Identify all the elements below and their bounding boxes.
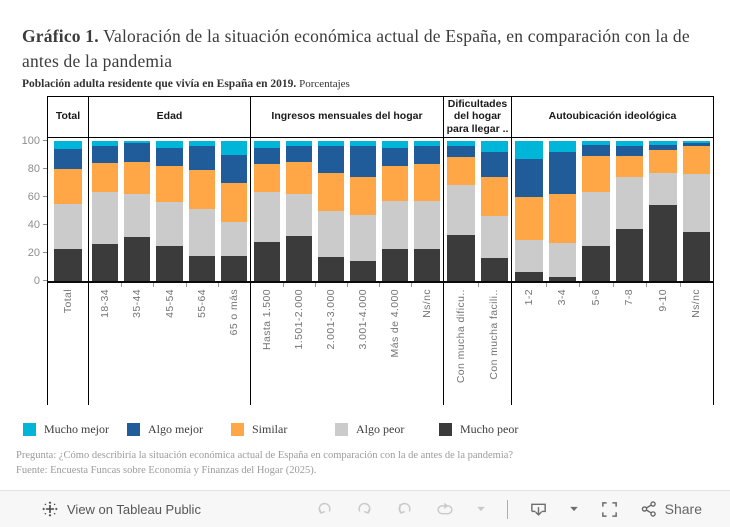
bar-segment[interactable] (683, 146, 711, 174)
stacked-bar[interactable] (582, 138, 610, 281)
x-label-cell (478, 283, 512, 405)
legend-label: Mucho peor (460, 421, 519, 436)
bar-segment[interactable] (92, 163, 118, 192)
x-axis-label: 9-10 (656, 288, 669, 312)
caption-pregunta: Pregunta: ¿Cómo describiría la situación económica actual de España en comparación con la de antes de la pandemia? (16, 449, 514, 461)
x-axis-label: Total (62, 288, 74, 313)
bar-group (443, 138, 511, 281)
x-label-cell (444, 283, 478, 405)
stacked-bar[interactable] (549, 138, 577, 281)
x-label-cell (579, 283, 613, 405)
x-label-cell (218, 283, 250, 405)
column-group-header: Autoubicación ideológica (511, 96, 714, 138)
bar-cell (347, 138, 379, 281)
stacked-bar[interactable] (92, 138, 118, 281)
bar-cell (512, 138, 546, 281)
x-label-cell (315, 283, 347, 405)
x-axis-label: 3.001-4.000 (357, 288, 369, 350)
bar-segment[interactable] (221, 222, 247, 256)
x-axis-label: 7-8 (623, 288, 636, 306)
bar-segment[interactable] (254, 164, 280, 192)
x-axis-label: 55-64 (195, 288, 208, 318)
share-icon (640, 500, 658, 518)
bar-cell (186, 138, 218, 281)
y-axis (0, 134, 47, 287)
chart-subtitle-normal: Porcentajes (299, 77, 350, 90)
bar-segment[interactable] (414, 164, 440, 200)
x-label-cell (379, 283, 411, 405)
bar-cell (153, 138, 185, 281)
bar-segment[interactable] (414, 146, 440, 164)
bar-segment[interactable] (582, 156, 610, 192)
x-label-cell (153, 283, 185, 405)
bar-segment[interactable] (254, 242, 280, 281)
column-group-header-row (47, 96, 730, 138)
bar-segment[interactable] (221, 256, 247, 281)
bar-segment[interactable] (447, 146, 475, 157)
x-label-cell (121, 283, 153, 405)
bar-segment[interactable] (254, 192, 280, 241)
bar-segment[interactable] (350, 177, 376, 215)
bar-cell (218, 138, 250, 281)
bar-cell (315, 138, 347, 281)
bar-segment[interactable] (683, 174, 711, 231)
bar-segment[interactable] (481, 152, 509, 177)
x-axis-label: Hasta 1.500 (261, 288, 273, 350)
view-on-tableau-public-label: View on Tableau Public (67, 501, 201, 517)
x-label-group (443, 283, 511, 405)
bar-segment[interactable] (124, 194, 150, 237)
undo-icon[interactable] (315, 500, 334, 519)
bar-segment[interactable] (156, 246, 182, 281)
bar-cell (379, 138, 411, 281)
bar-segment[interactable] (382, 201, 408, 249)
legend-swatch (23, 423, 36, 436)
legend-swatch (127, 423, 140, 436)
x-axis-label: Con mucha facili.. (488, 288, 501, 380)
x-label-cell (251, 283, 283, 405)
bar-cell (283, 138, 315, 281)
x-axis-label: 35-44 (131, 288, 144, 318)
plot-area (47, 138, 714, 283)
view-on-tableau-public-link[interactable] (42, 501, 201, 517)
bar-segment[interactable] (221, 141, 247, 155)
bar-segment[interactable] (549, 152, 577, 194)
x-label-cell (283, 283, 315, 405)
bar-segment[interactable] (549, 277, 577, 281)
download-caret-down-icon[interactable] (569, 504, 579, 514)
x-axis-label: Con mucha dificu.. (454, 288, 467, 383)
toolbar-actions (315, 500, 702, 519)
x-label-cell (89, 283, 121, 405)
x-axis-label: 45-54 (163, 288, 176, 318)
x-axis-label: 1.501-2.000 (293, 288, 305, 350)
bar-segment[interactable] (350, 146, 376, 177)
bar-segment[interactable] (156, 148, 182, 166)
tableau-toolbar (0, 490, 730, 527)
y-axis-tick: 20 (28, 246, 47, 260)
legend-swatch (439, 423, 452, 436)
bar-segment[interactable] (92, 146, 118, 163)
y-axis-tick: 100 (22, 134, 47, 148)
replay-caret-down-icon[interactable] (476, 504, 486, 514)
bar-segment[interactable] (221, 183, 247, 222)
bar-segment[interactable] (616, 229, 644, 281)
bar-cell (546, 138, 580, 281)
bar-segment[interactable] (515, 197, 543, 240)
bar-segment[interactable] (156, 166, 182, 202)
bar-segment[interactable] (447, 235, 475, 281)
x-label-cell (546, 283, 580, 405)
bar-segment[interactable] (382, 141, 408, 148)
y-axis-tick: 80 (28, 162, 47, 176)
bar-segment[interactable] (286, 146, 312, 161)
bar-segment[interactable] (189, 256, 215, 281)
stacked-bar[interactable] (350, 138, 376, 281)
bar-segment[interactable] (156, 202, 182, 245)
bar-cell (411, 138, 443, 281)
chart-title (22, 24, 694, 75)
bar-cell (48, 138, 88, 281)
bar-segment[interactable] (286, 194, 312, 236)
x-label-cell (48, 283, 88, 405)
stacked-bar[interactable] (649, 138, 677, 281)
x-axis-label: 1-2 (522, 288, 535, 306)
stacked-bar[interactable] (515, 138, 543, 281)
legend-label: Algo mejor (148, 421, 203, 436)
reset-icon[interactable] (395, 500, 414, 519)
legend-swatch (231, 423, 244, 436)
column-group-header: Ingresos mensuales del hogar (250, 96, 443, 138)
bar-segment[interactable] (318, 257, 344, 281)
stacked-bar[interactable] (221, 138, 247, 281)
stacked-bar[interactable] (156, 138, 182, 281)
legend (23, 422, 730, 437)
bar-cell (251, 138, 283, 281)
download-icon[interactable] (529, 500, 548, 519)
bar-segment[interactable] (582, 145, 610, 156)
column-group-header: Total (47, 96, 88, 138)
bar-segment[interactable] (616, 156, 644, 177)
stacked-bar[interactable] (286, 138, 312, 281)
legend-item[interactable] (127, 422, 231, 437)
bar-segment[interactable] (54, 249, 82, 281)
legend-item[interactable] (23, 422, 127, 437)
bar-segment[interactable] (318, 146, 344, 173)
x-label-group (511, 283, 714, 405)
bar-segment[interactable] (649, 205, 677, 281)
bar-segment[interactable] (382, 148, 408, 166)
bar-segment[interactable] (549, 194, 577, 243)
bar-segment[interactable] (318, 173, 344, 211)
x-axis-label: Ns/nc (421, 288, 433, 318)
legend-label: Algo peor (356, 421, 405, 436)
bar-segment[interactable] (582, 246, 610, 281)
bar-segment[interactable] (92, 244, 118, 280)
chart-subtitle-bold: Población adulta residente que vivía en España en 2019. (22, 77, 297, 90)
legend-swatch (335, 423, 348, 436)
tableau-logo-icon (42, 501, 58, 517)
bar-segment[interactable] (54, 169, 82, 204)
toolbar-separator (507, 500, 508, 519)
x-label-cell (186, 283, 218, 405)
legend-item[interactable] (439, 422, 543, 437)
x-label-group (88, 283, 250, 405)
x-label-group (250, 283, 443, 405)
x-axis-label: Ns/nc (690, 288, 703, 318)
bar-segment[interactable] (124, 143, 150, 161)
stacked-bar-chart (0, 96, 730, 478)
x-label-cell (411, 283, 443, 405)
bar-cell (478, 138, 512, 281)
stacked-bar[interactable] (54, 138, 82, 281)
bar-segment[interactable] (414, 201, 440, 249)
bar-segment[interactable] (92, 192, 118, 244)
legend-label: Mucho mejor (44, 421, 109, 436)
x-label-cell (512, 283, 546, 405)
bar-segment[interactable] (254, 148, 280, 165)
bar-segment[interactable] (254, 141, 280, 148)
legend-label: Similar (252, 421, 288, 436)
x-label-cell (613, 283, 647, 405)
bar-segment[interactable] (515, 240, 543, 272)
bar-segment[interactable] (549, 141, 577, 152)
bar-segment[interactable] (481, 216, 509, 258)
bar-group (250, 138, 443, 281)
fullscreen-icon[interactable] (600, 500, 619, 519)
x-axis-label: 3-4 (556, 288, 569, 306)
bar-segment[interactable] (54, 141, 82, 149)
caption-fuente: Fuente: Encuesta Funcas sobre Economía y Finanzas del Hogar (2025). (16, 464, 317, 476)
bar-segment[interactable] (54, 204, 82, 249)
bar-cell (579, 138, 613, 281)
chart-title-text: Valoración de la situación económica actual de España, en comparación con la de antes de la pandemia (22, 26, 690, 72)
bar-segment[interactable] (382, 249, 408, 281)
bar-segment[interactable] (481, 258, 509, 280)
bar-segment[interactable] (549, 243, 577, 277)
stacked-bar[interactable] (124, 138, 150, 281)
y-axis-tick: 60 (28, 190, 47, 204)
bar-segment[interactable] (649, 173, 677, 205)
bar-segment[interactable] (616, 146, 644, 156)
legend-item[interactable] (231, 422, 335, 437)
captions (16, 448, 730, 478)
x-axis-label: 5-6 (589, 288, 602, 306)
bar-segment[interactable] (649, 150, 677, 172)
bar-cell (680, 138, 714, 281)
stacked-bar[interactable] (481, 138, 509, 281)
bar-cell (89, 138, 121, 281)
bar-segment[interactable] (582, 192, 610, 245)
bar-segment[interactable] (481, 177, 509, 216)
bar-group (47, 138, 88, 281)
stacked-bar[interactable] (318, 138, 344, 281)
y-axis-tick: 0 (34, 274, 47, 288)
bar-segment[interactable] (189, 209, 215, 255)
x-axis-label: 65 o más (227, 288, 240, 336)
redo-icon[interactable] (355, 500, 374, 519)
x-label-cell (646, 283, 680, 405)
bar-cell (121, 138, 153, 281)
x-label-group (47, 283, 88, 405)
column-group-header: Dificultades del hogar para llegar .. (443, 96, 511, 138)
plot-row (0, 134, 730, 287)
bar-segment[interactable] (515, 272, 543, 280)
chart-title-prefix: Gráfico 1. (22, 26, 99, 46)
x-axis-label: Más de 4.000 (389, 288, 401, 358)
bar-segment[interactable] (683, 232, 711, 281)
bar-cell (444, 138, 478, 281)
bar-segment[interactable] (350, 215, 376, 261)
x-label-cell (680, 283, 714, 405)
replay-icon[interactable] (435, 500, 455, 519)
bar-segment[interactable] (350, 261, 376, 281)
bar-segment[interactable] (286, 162, 312, 194)
bar-segment[interactable] (447, 185, 475, 234)
title-block (0, 0, 730, 90)
bar-segment[interactable] (54, 149, 82, 169)
bar-segment[interactable] (189, 146, 215, 170)
stacked-bar[interactable] (382, 138, 408, 281)
stacked-bar[interactable] (189, 138, 215, 281)
share-label: Share (664, 501, 702, 517)
stacked-bar[interactable] (616, 138, 644, 281)
column-group-header: Edad (88, 96, 250, 138)
stacked-bar[interactable] (254, 138, 280, 281)
y-axis-tick: 40 (28, 218, 47, 232)
bar-segment[interactable] (156, 141, 182, 148)
bar-cell (646, 138, 680, 281)
legend-item[interactable] (335, 422, 439, 437)
bar-segment[interactable] (616, 177, 644, 229)
bar-segment[interactable] (414, 249, 440, 281)
bar-segment[interactable] (221, 155, 247, 183)
stacked-bar[interactable] (414, 138, 440, 281)
x-label-cell (347, 283, 379, 405)
bar-group (88, 138, 250, 281)
stacked-bar[interactable] (683, 138, 711, 281)
bar-segment[interactable] (481, 141, 509, 152)
chart-subtitle (22, 78, 708, 90)
share-button[interactable] (640, 500, 702, 518)
bar-segment[interactable] (124, 162, 150, 194)
bar-segment[interactable] (318, 211, 344, 257)
bar-cell (613, 138, 647, 281)
bar-segment[interactable] (447, 157, 475, 185)
bar-group (511, 138, 714, 281)
x-axis-label-row (47, 283, 730, 405)
stacked-bar[interactable] (447, 138, 475, 281)
bar-segment[interactable] (382, 166, 408, 201)
bar-segment[interactable] (189, 170, 215, 209)
bar-segment[interactable] (515, 159, 543, 197)
bar-segment[interactable] (124, 237, 150, 280)
bar-segment[interactable] (515, 141, 543, 159)
x-axis-label: 2.001-3.000 (325, 288, 337, 350)
x-axis-label: 18-34 (99, 288, 112, 318)
bar-segment[interactable] (286, 236, 312, 281)
